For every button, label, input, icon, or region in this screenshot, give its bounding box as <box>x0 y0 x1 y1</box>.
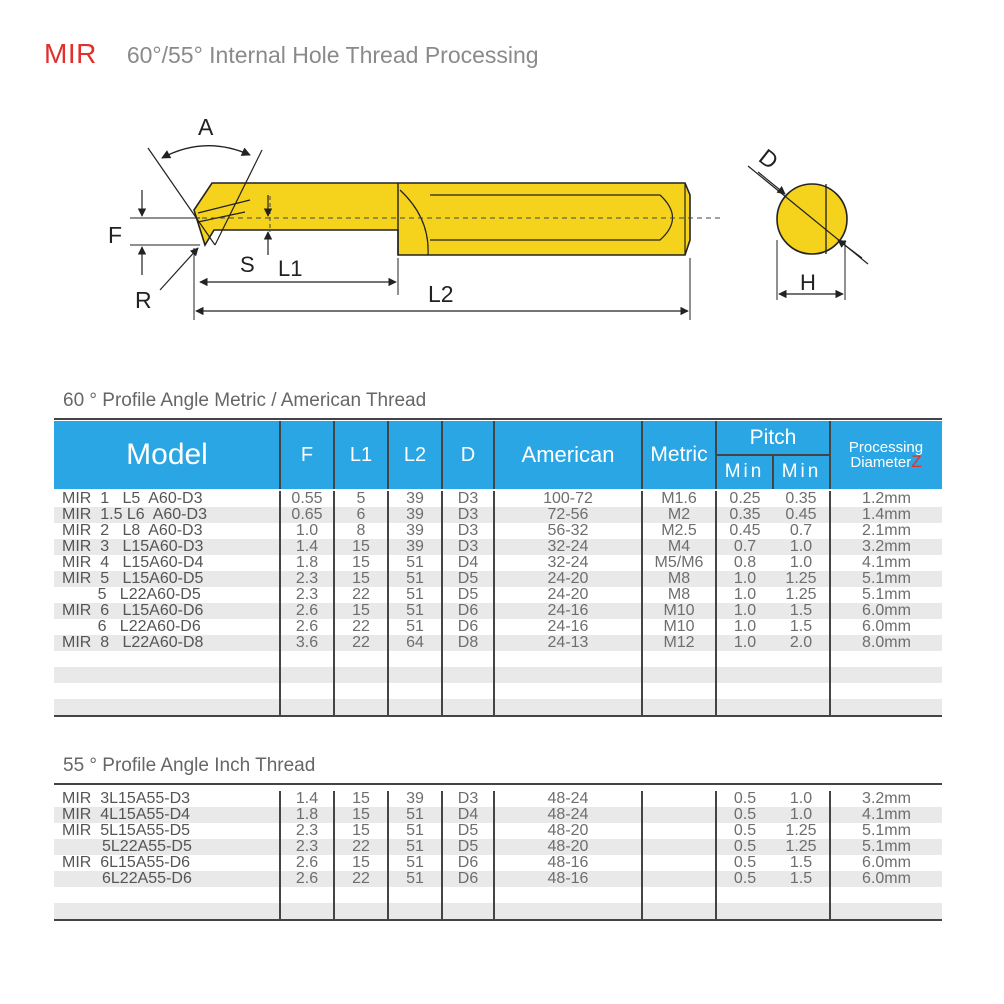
cell-metric <box>642 903 716 920</box>
table-row <box>54 807 942 823</box>
cell-pmax: 1.25 <box>773 839 830 855</box>
cell-american: 24-20 <box>494 587 642 603</box>
cell-l1 <box>334 683 388 699</box>
cell-american: 24-16 <box>494 619 642 635</box>
cell-l1: 5 <box>334 491 388 507</box>
table-row <box>54 603 942 619</box>
cell-american: 48-20 <box>494 839 642 855</box>
cell-pmax: 1.5 <box>789 855 813 871</box>
cell-f: 1.4 <box>280 539 334 555</box>
cell-l2: 51 <box>388 555 442 571</box>
cell-d: D3 <box>442 791 494 807</box>
cell-metric: M10 <box>642 603 716 619</box>
table-row <box>54 903 942 920</box>
table-row <box>54 491 942 507</box>
table-row <box>54 555 942 571</box>
cell-l1: 15 <box>334 855 388 871</box>
cell-d: D5 <box>442 571 494 587</box>
cell-dia: 6.0mm <box>830 855 942 871</box>
table-row <box>54 871 942 887</box>
cell-metric: M5/M6 <box>642 555 716 571</box>
cell-l1: 15 <box>334 603 388 619</box>
header-processing-diameter <box>830 435 942 475</box>
cell-model <box>54 887 280 903</box>
cell-metric <box>642 823 716 839</box>
cell-d: D6 <box>442 619 494 635</box>
header-d: D <box>460 443 476 466</box>
cell-pmin: 0.5 <box>716 871 773 887</box>
cell-pmax: 1.5 <box>773 871 830 887</box>
cell-l1: 15 <box>334 571 388 587</box>
cell-l2 <box>388 667 442 683</box>
cell-f: 2.6 <box>280 619 334 635</box>
cell-american <box>494 651 642 667</box>
cell-d: D5 <box>442 823 494 839</box>
cell-american: 48-20 <box>494 823 642 839</box>
label-s: S <box>240 252 255 277</box>
cell-d: D6 <box>442 871 494 887</box>
cell-dia: 1.4mm <box>830 507 942 523</box>
header-pitch-min-2: Min <box>781 461 822 482</box>
header-diameter-suffix: Z <box>911 451 922 471</box>
cell-american: 48-24 <box>494 807 642 823</box>
cell-pmax: 1.0 <box>789 555 813 571</box>
header-divider <box>641 421 643 489</box>
cell-d <box>442 683 494 699</box>
cell-model: MIR 3L15A55-D3 <box>62 791 191 807</box>
table-row <box>54 791 942 807</box>
cell-l1: 15 <box>334 791 388 807</box>
cell-pmax: 0.7 <box>789 523 813 539</box>
cell-pmin: 0.7 <box>716 539 773 555</box>
cell-d <box>442 887 494 903</box>
cell-pmin: 0.5 <box>716 807 773 823</box>
cell-f: 2.6 <box>280 871 334 887</box>
cell-model: MIR 2 L8 A60-D3 <box>62 523 203 539</box>
cell-l1: 8 <box>334 523 388 539</box>
cell-l1: 15 <box>334 555 388 571</box>
cell-pmin: 1.0 <box>716 635 773 651</box>
cell-pmin: 0.5 <box>716 855 773 871</box>
cell-l2: 51 <box>388 603 442 619</box>
cell-f: 1.8 <box>280 555 334 571</box>
cell-metric <box>642 791 716 807</box>
cell-american: 48-16 <box>494 855 642 871</box>
table-row <box>54 887 942 903</box>
cell-d <box>442 651 494 667</box>
cell-l2: 39 <box>388 491 442 507</box>
label-d: D <box>754 143 784 175</box>
table-row <box>54 571 942 587</box>
cell-model: 6 L22A60-D6 <box>62 619 201 635</box>
table-row <box>54 523 942 539</box>
cell-l1: 15 <box>334 539 388 555</box>
label-f: F <box>108 222 123 248</box>
cell-dia: 5.1mm <box>830 587 942 603</box>
header-divider <box>772 455 774 489</box>
cell-d: D6 <box>442 855 494 871</box>
label-l1: L1 <box>278 256 303 281</box>
cell-model <box>54 699 280 716</box>
cell-american: 32-24 <box>494 555 642 571</box>
header-l1: L1 <box>349 443 373 466</box>
cell-model: 5L22A55-D5 <box>54 839 280 855</box>
cell-metric <box>642 807 716 823</box>
cell-model: MIR 4L15A55-D4 <box>54 807 280 823</box>
cell-metric: M8 <box>642 571 716 587</box>
cell-pmax: 1.0 <box>773 539 830 555</box>
cell-dia: 3.2mm <box>830 791 942 807</box>
cell-d: D4 <box>442 807 494 823</box>
cell-f: 0.55 <box>280 491 334 507</box>
cell-l2: 51 <box>388 619 442 635</box>
cell-l1: 22 <box>334 839 388 855</box>
cell-pmin: 0.8 <box>716 555 773 571</box>
cell-f: 2.6 <box>280 855 334 871</box>
table-row <box>54 855 942 871</box>
header-diameter <box>850 451 922 471</box>
cell-dia: 5.1mm <box>830 839 942 855</box>
cell-model: MIR 1 L5 A60-D3 <box>62 491 203 507</box>
header-model: Model <box>126 438 208 471</box>
cell-american: 72-56 <box>494 507 642 523</box>
cell-l1: 6 <box>334 507 388 523</box>
cell-american: 24-20 <box>494 571 642 587</box>
cell-pmax: 0.45 <box>773 507 830 523</box>
section1-table-header <box>54 421 942 489</box>
cell-l2: 51 <box>388 871 442 887</box>
cell-dia: 1.2mm <box>830 491 942 507</box>
cell-model <box>54 651 280 667</box>
cell-d <box>442 699 494 716</box>
cell-american <box>494 887 642 903</box>
cell-l1 <box>334 651 388 667</box>
cell-american: 48-16 <box>494 871 642 887</box>
cell-l1: 22 <box>334 619 388 635</box>
cell-model: MIR 5 L15A60-D5 <box>54 571 280 587</box>
cell-f: 0.65 <box>280 507 334 523</box>
cell-pmax <box>773 699 830 716</box>
cell-model: 5 L22A60-D5 <box>62 587 201 603</box>
cell-metric: M10 <box>642 619 716 635</box>
table-row <box>54 667 942 683</box>
cell-pmin <box>716 667 773 683</box>
cell-dia <box>830 651 942 667</box>
cell-model <box>54 667 280 683</box>
cell-dia <box>830 683 942 699</box>
cell-metric: M2 <box>642 507 716 523</box>
cell-f: 1.8 <box>280 807 334 823</box>
section1-top-rule <box>54 418 942 420</box>
header-divider <box>333 421 335 489</box>
cell-l1: 15 <box>334 807 388 823</box>
cell-l2 <box>388 699 442 716</box>
cell-dia <box>830 699 942 716</box>
cell-l2: 39 <box>388 523 442 539</box>
label-l2: L2 <box>428 281 454 307</box>
cell-d: D8 <box>442 635 494 651</box>
cell-model: 6L22A55-D6 <box>54 871 280 887</box>
cell-l2: 39 <box>388 791 442 807</box>
table-row <box>54 651 942 667</box>
cell-model: MIR 5L15A55-D5 <box>62 823 191 839</box>
cell-d: D5 <box>442 587 494 603</box>
cell-dia: 6.0mm <box>830 619 942 635</box>
cell-metric: M12 <box>642 635 716 651</box>
cell-l1: 22 <box>334 871 388 887</box>
cell-pmin: 0.5 <box>716 791 773 807</box>
cell-d: D3 <box>442 491 494 507</box>
cell-pmin: 1.0 <box>716 571 773 587</box>
cell-pmax: 2.0 <box>773 635 830 651</box>
table-row <box>54 539 942 555</box>
tool-diagram <box>0 0 1004 360</box>
cell-f <box>280 683 334 699</box>
header-processing: Processing <box>848 438 924 456</box>
cell-dia: 3.2mm <box>830 539 942 555</box>
table-row <box>54 699 942 716</box>
cell-pmin: 0.25 <box>716 491 773 507</box>
header-f: F <box>300 443 314 466</box>
cell-f <box>280 887 334 903</box>
table-row <box>54 507 942 523</box>
header-divider <box>441 421 443 489</box>
cell-f <box>280 651 334 667</box>
cell-d: D4 <box>442 555 494 571</box>
cell-model <box>54 683 280 699</box>
cell-pmin <box>716 699 773 716</box>
section1-table <box>54 491 942 717</box>
table-row <box>54 635 942 651</box>
cell-pmax <box>773 667 830 683</box>
cell-l2: 51 <box>388 571 442 587</box>
header-pitch-rule <box>716 454 830 456</box>
cell-metric <box>642 667 716 683</box>
cell-american: 24-13 <box>494 635 642 651</box>
cell-f <box>280 699 334 716</box>
cell-l2 <box>388 903 442 920</box>
cell-american <box>494 903 642 920</box>
section1-title: 60 ° Profile Angle Metric / American Thread <box>63 390 427 411</box>
cell-american: 48-24 <box>494 791 642 807</box>
cell-d: D3 <box>442 507 494 523</box>
cell-pmin: 0.35 <box>716 507 773 523</box>
cell-l1: 22 <box>334 635 388 651</box>
cell-d <box>442 903 494 920</box>
cell-metric: M8 <box>642 587 716 603</box>
cell-d: D3 <box>442 523 494 539</box>
cell-american <box>494 699 642 716</box>
header-american: American <box>521 442 615 467</box>
cell-l2 <box>388 651 442 667</box>
cell-pmax <box>773 887 830 903</box>
cell-metric <box>642 699 716 716</box>
cell-american: 100-72 <box>494 491 642 507</box>
cell-pmax <box>773 903 830 920</box>
cell-f <box>280 667 334 683</box>
cell-d: D6 <box>442 603 494 619</box>
cell-pmin: 0.45 <box>716 523 773 539</box>
cell-l1: 22 <box>334 587 388 603</box>
cell-american <box>494 683 642 699</box>
cell-model: MIR 8 L22A60-D8 <box>54 635 280 651</box>
cell-pmin <box>716 887 773 903</box>
section2-top-rule <box>54 783 942 785</box>
cell-f: 2.3 <box>280 823 334 839</box>
cell-l2: 39 <box>388 507 442 523</box>
cell-f: 1.4 <box>280 791 334 807</box>
cell-pmin: 1.0 <box>716 587 773 603</box>
cell-pmin <box>716 903 773 920</box>
cell-metric <box>642 839 716 855</box>
cell-pmin: 0.5 <box>716 839 773 855</box>
cell-american: 24-16 <box>494 603 642 619</box>
cell-l2: 51 <box>388 587 442 603</box>
cell-f: 3.6 <box>280 635 334 651</box>
cell-model: MIR 3 L15A60-D3 <box>54 539 280 555</box>
cell-pmin: 1.0 <box>716 603 773 619</box>
header-divider <box>387 421 389 489</box>
cell-f: 1.0 <box>280 523 334 539</box>
cell-dia: 5.1mm <box>830 571 942 587</box>
cell-dia <box>830 887 942 903</box>
cell-metric: M4 <box>642 539 716 555</box>
cell-metric <box>642 887 716 903</box>
section2-table <box>54 791 942 921</box>
cell-pmin <box>716 683 773 699</box>
cell-pmax: 1.5 <box>789 619 813 635</box>
cell-pmax <box>773 683 830 699</box>
cell-pmin: 0.5 <box>716 823 773 839</box>
cell-model: MIR 4 L15A60-D4 <box>62 555 204 571</box>
cell-f: 2.3 <box>280 839 334 855</box>
table-row <box>54 619 942 635</box>
header-diameter-text: Diameter <box>850 453 912 471</box>
cell-l2 <box>388 683 442 699</box>
cell-d: D5 <box>442 839 494 855</box>
cell-d <box>442 667 494 683</box>
cell-american: 32-24 <box>494 539 642 555</box>
cell-f: 2.3 <box>280 571 334 587</box>
cell-metric: M2.5 <box>642 523 716 539</box>
label-a: A <box>198 114 214 140</box>
cell-dia <box>830 903 942 920</box>
cell-l1 <box>334 887 388 903</box>
label-r: R <box>135 287 152 313</box>
header-l2: L2 <box>403 443 427 466</box>
cell-dia: 6.0mm <box>830 603 942 619</box>
cell-l2: 64 <box>388 635 442 651</box>
cell-model: MIR 1.5 L6 A60-D3 <box>54 507 280 523</box>
cell-american: 56-32 <box>494 523 642 539</box>
cell-metric <box>642 683 716 699</box>
cell-l1 <box>334 699 388 716</box>
cell-metric: M1.6 <box>642 491 716 507</box>
cell-model: MIR 6 L15A60-D6 <box>54 603 280 619</box>
cell-pmin <box>716 651 773 667</box>
cell-metric <box>642 651 716 667</box>
cell-dia: 6.0mm <box>830 871 942 887</box>
brand-title: MIR <box>44 38 97 69</box>
table-row <box>54 683 942 699</box>
cell-pmax: 1.0 <box>789 791 813 807</box>
cell-metric <box>642 855 716 871</box>
cell-model: MIR 6L15A55-D6 <box>62 855 191 871</box>
cell-pmax: 1.25 <box>785 587 817 603</box>
cell-pmax <box>773 651 830 667</box>
cell-f: 2.3 <box>280 587 334 603</box>
section2-title: 55 ° Profile Angle Inch Thread <box>63 755 316 776</box>
cell-metric <box>642 871 716 887</box>
cell-pmax: 1.5 <box>773 603 830 619</box>
cell-l2: 39 <box>388 539 442 555</box>
cell-dia: 5.1mm <box>830 823 942 839</box>
cell-dia: 4.1mm <box>830 807 942 823</box>
cell-dia: 2.1mm <box>830 523 942 539</box>
header-divider <box>279 421 281 489</box>
cell-l1: 15 <box>334 823 388 839</box>
cell-pmax: 1.25 <box>785 823 817 839</box>
table-row <box>54 587 942 603</box>
cell-pmin: 1.0 <box>716 619 773 635</box>
label-h: H <box>800 270 816 295</box>
table-row <box>54 823 942 839</box>
cell-pmax: 0.35 <box>785 491 817 507</box>
cell-l2: 51 <box>388 855 442 871</box>
cell-pmax: 1.25 <box>773 571 830 587</box>
cell-american <box>494 667 642 683</box>
cell-l2: 51 <box>388 823 442 839</box>
cell-l1 <box>334 667 388 683</box>
cell-f <box>280 903 334 920</box>
cell-l1 <box>334 903 388 920</box>
header-pitch-min-1: Min <box>724 461 765 482</box>
table-row <box>54 839 942 855</box>
cell-d: D3 <box>442 539 494 555</box>
cell-pmax: 1.0 <box>773 807 830 823</box>
cell-dia: 4.1mm <box>830 555 942 571</box>
header-metric: Metric <box>650 443 708 466</box>
cell-model <box>54 903 280 920</box>
header-divider <box>493 421 495 489</box>
cell-l2 <box>388 887 442 903</box>
header-pitch: Pitch <box>749 426 797 449</box>
cell-l2: 51 <box>388 839 442 855</box>
cell-dia: 8.0mm <box>830 635 942 651</box>
cell-l2: 51 <box>388 807 442 823</box>
page-subtitle: 60°/55° Internal Hole Thread Processing <box>126 42 539 68</box>
cell-dia <box>830 667 942 683</box>
cell-f: 2.6 <box>280 603 334 619</box>
